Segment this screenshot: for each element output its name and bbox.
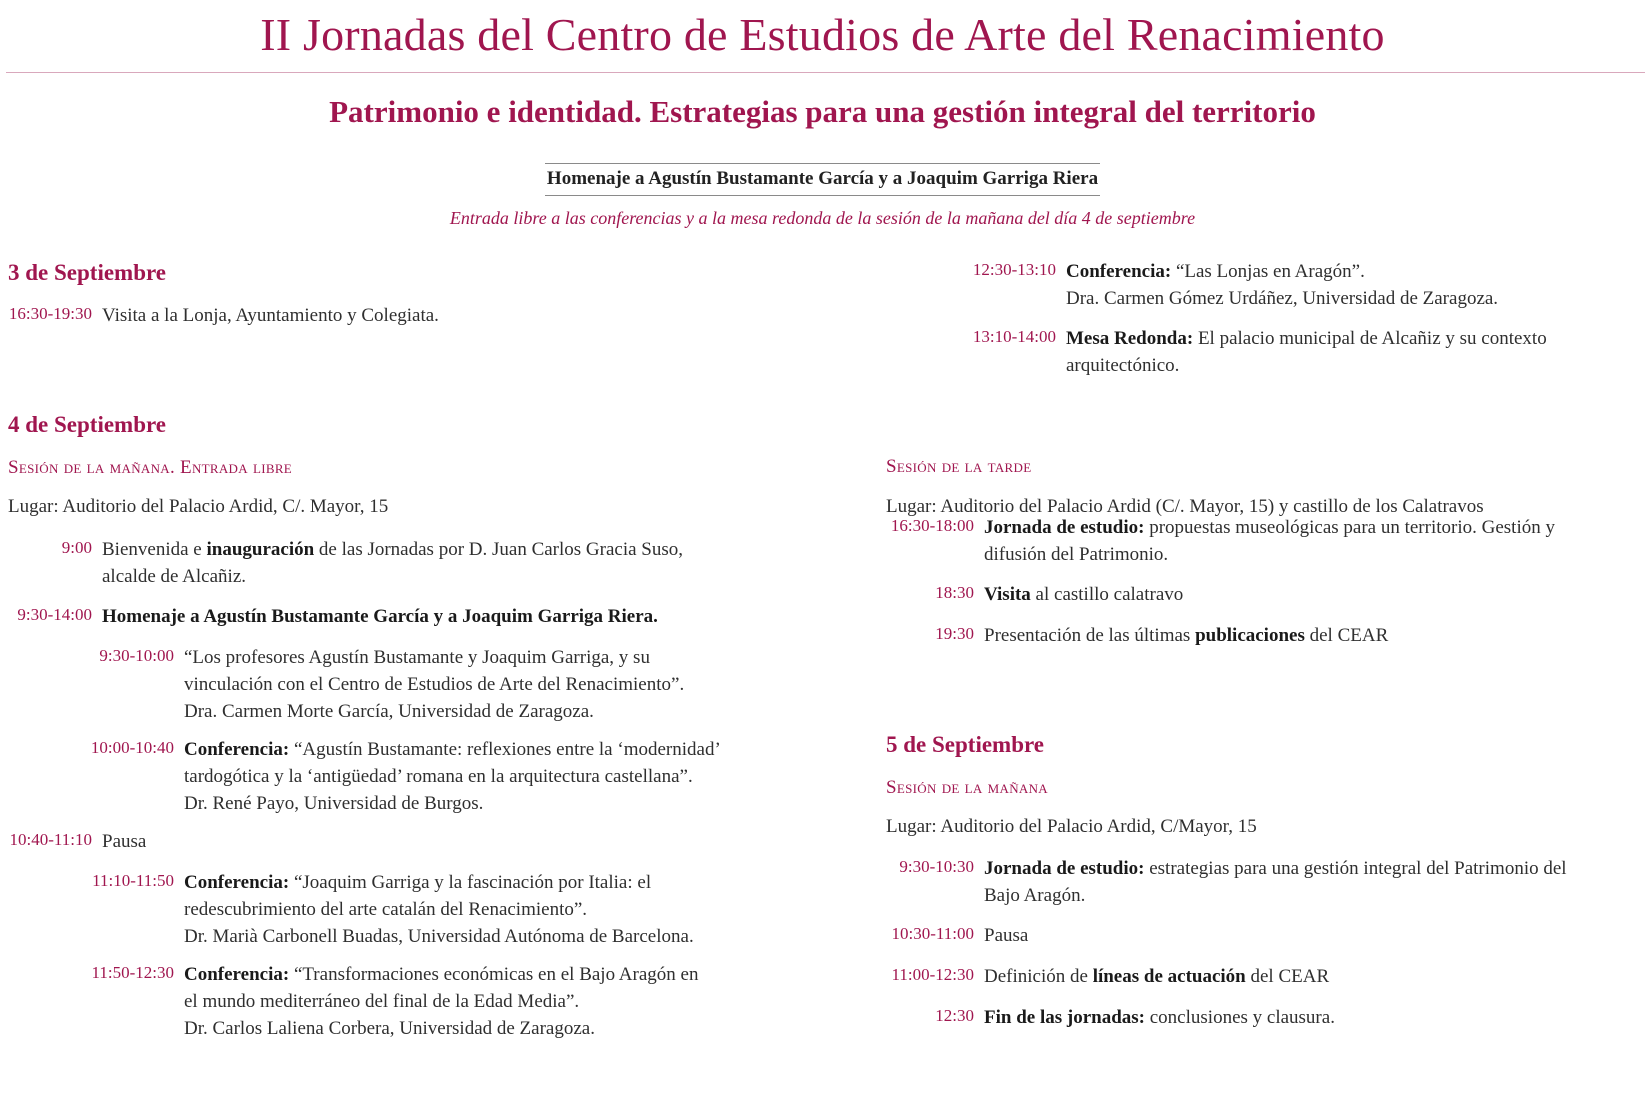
- schedule-item: [886, 581, 1183, 608]
- desc-text: estrategias para una gestión integral del Patrimonio del: [1144, 858, 1567, 879]
- item-time: 11:50-12:30: [91, 963, 174, 982]
- schedule-item: [886, 622, 1388, 649]
- desc-line: [184, 736, 721, 763]
- venue-text: Lugar: Auditorio del Palacio Ardid, C/Mayor, 15: [886, 816, 1257, 837]
- item-time: 9:00: [61, 538, 92, 557]
- item-description: [974, 1004, 1335, 1031]
- item-time: 9:30-10:00: [99, 646, 174, 665]
- schedule-item: [8, 536, 683, 590]
- schedule-item: [886, 514, 1555, 568]
- homage-text: Homenaje a Agustín Bustamante García y a Joaquim Garriga Riera: [545, 163, 1100, 196]
- desc-text: Bienvenida e: [102, 539, 207, 560]
- desc-bold: inauguración: [206, 539, 315, 560]
- desc-line: difusión del Patrimonio.: [984, 544, 1169, 565]
- desc-bold: Mesa Redonda:: [1066, 328, 1194, 349]
- desc-text: propuestas museológicas para un territorio. Gestión y: [1144, 517, 1555, 538]
- desc-line: [984, 622, 1388, 649]
- desc-line: redescubrimiento del arte catalán del Renacimiento”.: [184, 899, 588, 920]
- desc-line: Visita a la Lonja, Ayuntamiento y Colegiata.: [102, 305, 439, 326]
- desc-line: Pausa: [984, 925, 1029, 946]
- schedule-item: [8, 869, 694, 950]
- schedule-item: [8, 736, 721, 817]
- desc-text: de las Jornadas por D. Juan Carlos Gracia Suso,: [314, 539, 684, 560]
- desc-line: el mundo mediterráneo del final de la Edad Media”.: [184, 991, 580, 1012]
- schedule-item: [8, 828, 146, 855]
- desc-line: [184, 961, 698, 988]
- item-time: 9:30-14:00: [17, 605, 92, 624]
- desc-text: “Agustín Bustamante: reflexiones entre la ‘modernidad’: [289, 739, 721, 760]
- desc-line: [102, 536, 683, 563]
- desc-bold: publicaciones: [1195, 625, 1305, 646]
- item-description: [974, 514, 1555, 568]
- schedule-item: [890, 258, 1498, 312]
- desc-line: Dra. Carmen Gómez Urdáñez, Universidad de Zaragoza.: [1066, 288, 1499, 309]
- item-description: [1056, 258, 1498, 312]
- desc-line: arquitectónico.: [1066, 355, 1180, 376]
- desc-line: [102, 603, 658, 630]
- item-description: [974, 622, 1388, 649]
- page-subtitle: Patrimonio e identidad. Estrategias para una gestión integral del territorio: [329, 94, 1316, 129]
- item-time: 12:30: [935, 1006, 974, 1025]
- session-afternoon-label: Sesión de la tarde: [886, 456, 1032, 477]
- session-morning-label: Sesión de la mañana: [886, 777, 1048, 798]
- desc-line: [184, 869, 694, 896]
- venue-text: Lugar: Auditorio del Palacio Ardid (C/. Mayor, 15) y castillo de los Calatravos: [886, 496, 1484, 517]
- desc-line: Pausa: [102, 831, 147, 852]
- item-description: [174, 869, 694, 950]
- desc-line: [1066, 325, 1547, 352]
- desc-line: Bajo Aragón.: [984, 885, 1086, 906]
- day-5-heading: 5 de Septiembre: [886, 732, 1045, 757]
- desc-line: vinculación con el Centro de Estudios de Arte del Renacimiento”.: [184, 674, 685, 695]
- desc-bold: líneas de actuación: [1092, 966, 1246, 987]
- item-description: [174, 644, 684, 725]
- desc-line: “Los profesores Agustín Bustamante y Joaquim Garriga, y su: [184, 647, 650, 668]
- item-time: 10:30-11:00: [891, 924, 974, 943]
- desc-line: tardogótica y la ‘antigüedad’ romana en la arquitectura castellana”.: [184, 766, 693, 787]
- item-time: 16:30-19:30: [8, 304, 92, 323]
- entry-note: Entrada libre a las conferencias y a la mesa redonda de la sesión de la mañana del día 4 de septiembre: [449, 208, 1196, 228]
- desc-bold: Visita: [984, 584, 1031, 605]
- desc-line: [984, 1004, 1335, 1031]
- desc-text: Presentación de las últimas: [984, 625, 1196, 646]
- desc-bold: Fin de las jornadas:: [984, 1007, 1145, 1028]
- desc-bold: Conferencia:: [1066, 261, 1172, 282]
- schedule-item: [8, 302, 439, 329]
- item-description: [92, 828, 146, 855]
- item-description: [974, 963, 1329, 990]
- item-description: [92, 302, 439, 329]
- schedule-item: [8, 644, 684, 725]
- homage-banner: [0, 163, 1645, 196]
- desc-bold: Conferencia:: [184, 872, 290, 893]
- item-time: 10:00-10:40: [90, 738, 174, 757]
- item-time: 19:30: [935, 624, 974, 643]
- item-description: [92, 603, 658, 630]
- desc-line: [984, 963, 1329, 990]
- item-time: 11:10-11:50: [92, 871, 174, 890]
- desc-line: alcalde de Alcañiz.: [102, 566, 247, 587]
- item-description: [174, 736, 721, 817]
- desc-text: del CEAR: [1245, 966, 1330, 987]
- venue-text: Lugar: Auditorio del Palacio Ardid, C/. Mayor, 15: [8, 496, 389, 517]
- desc-text: Definición de: [984, 966, 1093, 987]
- day-4-heading: 4 de Septiembre: [8, 412, 167, 437]
- day-3-heading: 3 de Septiembre: [8, 260, 167, 285]
- page-title: II Jornadas del Centro de Estudios de Arte del Renacimiento: [260, 9, 1385, 60]
- schedule-item: [886, 1004, 1335, 1031]
- item-time: 10:40-11:10: [9, 830, 92, 849]
- session-morning-label: Sesión de la mañana. Entrada libre: [8, 457, 293, 478]
- desc-text: El palacio municipal de Alcañiz y su contexto: [1193, 328, 1547, 349]
- schedule-item: [886, 855, 1567, 909]
- desc-bold: Conferencia:: [184, 739, 290, 760]
- desc-text: conclusiones y clausura.: [1145, 1007, 1335, 1028]
- title-divider: [6, 72, 1645, 73]
- desc-line: [984, 514, 1555, 541]
- item-time: 18:30: [935, 583, 974, 602]
- desc-line: [984, 855, 1567, 882]
- desc-bold: Jornada de estudio:: [984, 858, 1145, 879]
- item-time: 11:00-12:30: [891, 965, 974, 984]
- schedule-item: [8, 603, 658, 630]
- schedule-item: [8, 961, 698, 1042]
- item-description: [974, 855, 1567, 909]
- desc-line: Dr. Carlos Laliena Corbera, Universidad de Zaragoza.: [184, 1018, 595, 1039]
- desc-bold: Conferencia:: [184, 964, 290, 985]
- desc-bold: Homenaje a Agustín Bustamante García y a Joaquim Garriga Riera.: [102, 606, 658, 627]
- desc-line: [984, 581, 1183, 608]
- desc-text: “Las Lonjas en Aragón”.: [1171, 261, 1365, 282]
- desc-text: al castillo calatravo: [1030, 584, 1184, 605]
- item-description: [92, 536, 683, 590]
- item-description: [974, 922, 1028, 949]
- item-description: [1056, 325, 1547, 379]
- schedule-item: [886, 963, 1329, 990]
- item-description: [974, 581, 1183, 608]
- schedule-item: [886, 922, 1028, 949]
- desc-line: Dr. René Payo, Universidad de Burgos.: [184, 793, 484, 814]
- item-time: 16:30-18:00: [890, 516, 974, 535]
- desc-line: [1066, 258, 1498, 285]
- item-time: 12:30-13:10: [972, 260, 1056, 279]
- schedule-item: [890, 325, 1547, 379]
- desc-text: “Joaquim Garriga y la fascinación por Italia: el: [289, 872, 652, 893]
- item-time: 9:30-10:30: [899, 857, 974, 876]
- desc-text: “Transformaciones económicas en el Bajo Aragón en: [289, 964, 699, 985]
- desc-bold: Jornada de estudio:: [984, 517, 1145, 538]
- desc-text: del CEAR: [1304, 625, 1389, 646]
- item-time: 13:10-14:00: [972, 327, 1056, 346]
- item-description: [174, 961, 698, 1042]
- desc-line: Dra. Carmen Morte García, Universidad de Zaragoza.: [184, 701, 594, 722]
- desc-line: Dr. Marià Carbonell Buadas, Universidad Autónoma de Barcelona.: [184, 926, 694, 947]
